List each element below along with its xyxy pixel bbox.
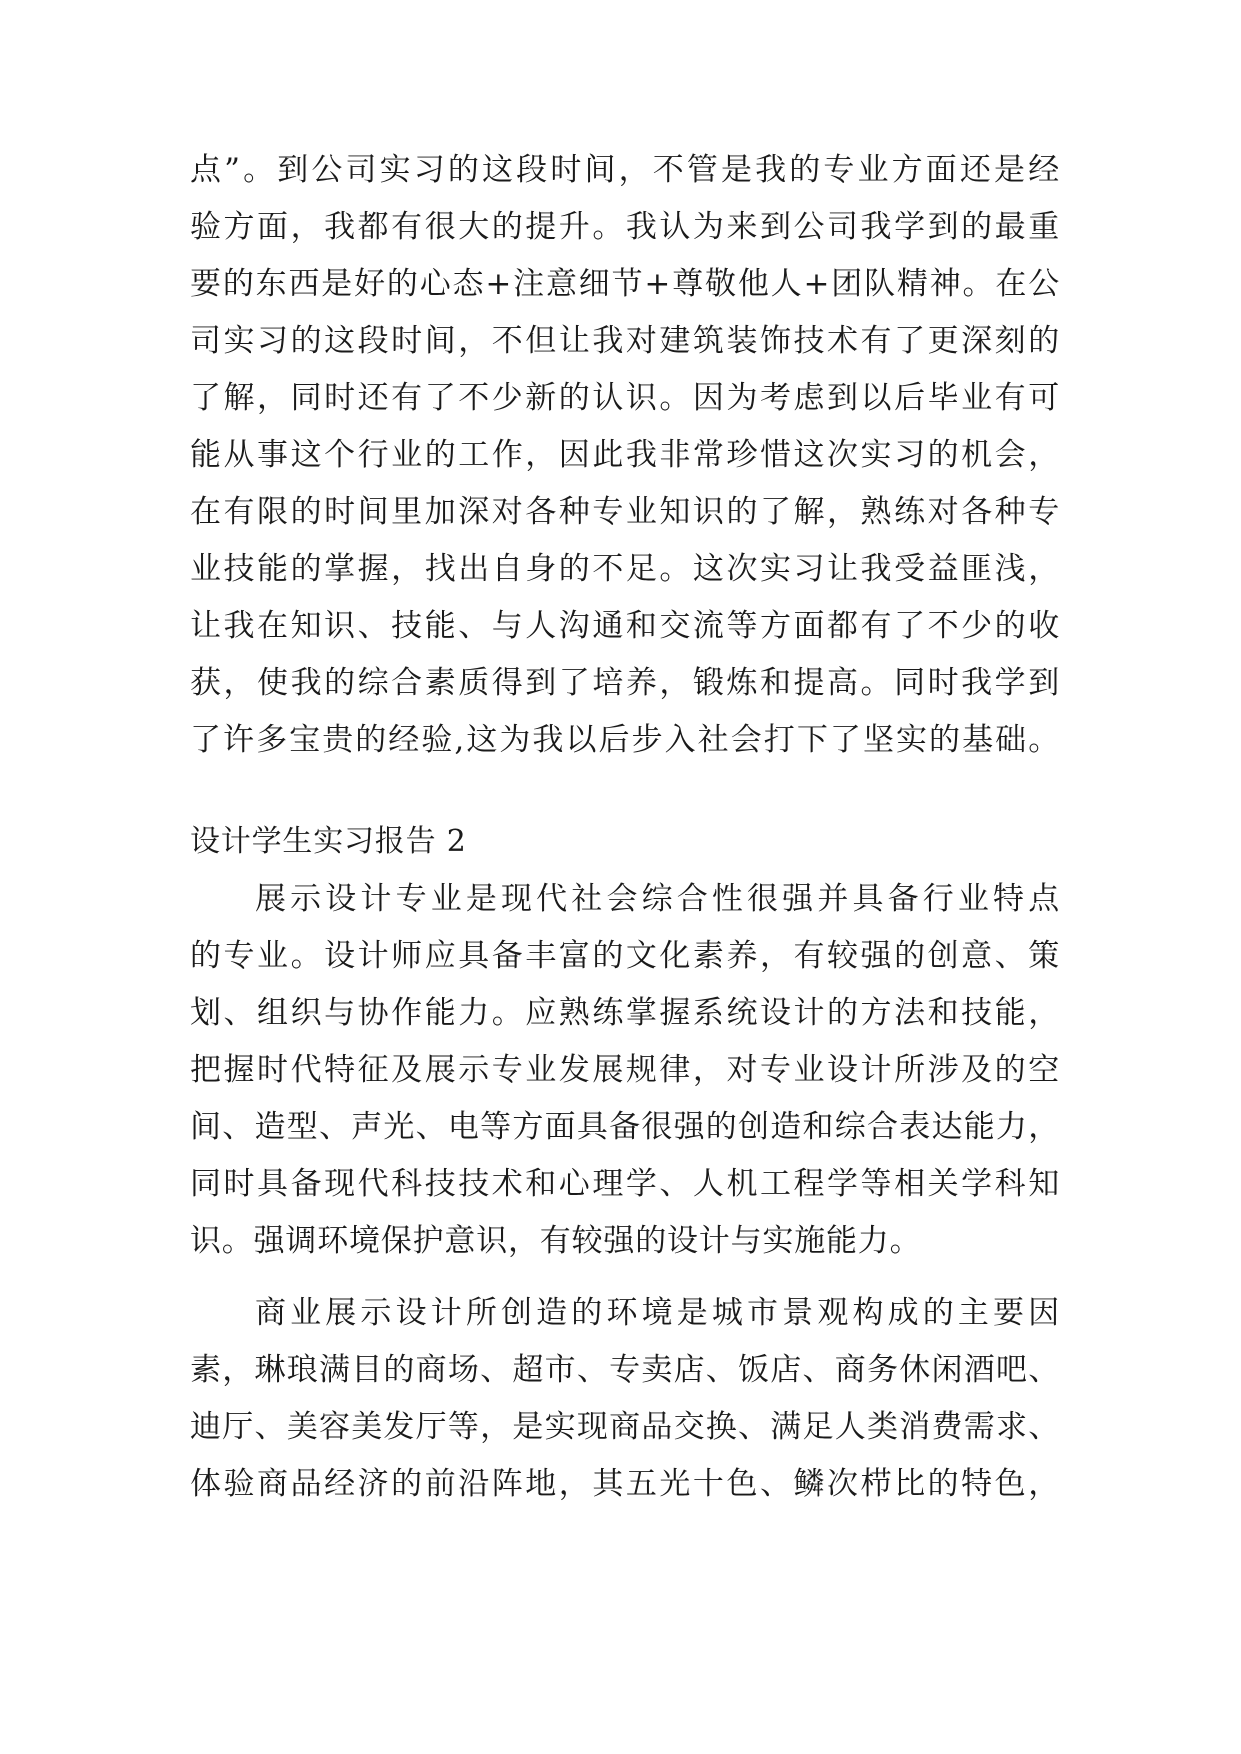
- text-line: 体验商品经济的前沿阵地，其五光十色、鳞次栉比的特色，: [190, 1466, 1060, 1502]
- text-line: 了许多宝贵的经验,这为我以后步入社会打下了坚实的基础。: [190, 722, 1060, 758]
- text-line: 识。强调环境保护意识，有较强的设计与实施能力。: [190, 1223, 922, 1259]
- text-line: 的专业。设计师应具备丰富的文化素养，有较强的创意、策: [190, 938, 1060, 974]
- text-line: 能从事这个行业的工作，因此我非常珍惜这次实习的机会，: [190, 437, 1060, 473]
- text-line: 要的东西是好的心态+注意细节+尊敬他人+团队精神。在公: [190, 266, 1060, 302]
- text-line: 司实习的这段时间，不但让我对建筑装饰技术有了更深刻的: [190, 323, 1060, 359]
- text-line: 商业展示设计所创造的环境是城市景观构成的主要因: [255, 1295, 1060, 1331]
- text-line: 同时具备现代科技技术和心理学、人机工程学等相关学科知: [190, 1166, 1060, 1202]
- text-line: 了解，同时还有了不少新的认识。因为考虑到以后毕业有可: [190, 380, 1060, 416]
- text-line: 让我在知识、技能、与人沟通和交流等方面都有了不少的收: [190, 608, 1060, 644]
- text-line: 业技能的掌握，找出自身的不足。这次实习让我受益匪浅，: [190, 551, 1060, 587]
- text-line: 点”。到公司实习的这段时间，不管是我的专业方面还是经: [190, 152, 1060, 188]
- text-line: 验方面，我都有很大的提升。我认为来到公司我学到的最重: [190, 209, 1060, 245]
- text-line: 间、造型、声光、电等方面具备很强的创造和综合表达能力，: [190, 1109, 1060, 1145]
- text-line: 划、组织与协作能力。应熟练掌握系统设计的方法和技能，: [190, 995, 1060, 1031]
- section-heading: 设计学生实习报告 2: [190, 824, 467, 859]
- text-line: 素，琳琅满目的商场、超市、专卖店、饭店、商务休闲酒吧、: [190, 1352, 1060, 1388]
- text-line: 在有限的时间里加深对各种专业知识的了解，熟练对各种专: [190, 494, 1060, 530]
- text-line: 把握时代特征及展示专业发展规律，对专业设计所涉及的空: [190, 1052, 1060, 1088]
- text-line: 展示设计专业是现代社会综合性很强并具备行业特点: [255, 881, 1060, 917]
- text-line: 迪厅、美容美发厅等，是实现商品交换、满足人类消费需求、: [190, 1409, 1060, 1445]
- text-line: 获，使我的综合素质得到了培养，锻炼和提高。同时我学到: [190, 665, 1060, 701]
